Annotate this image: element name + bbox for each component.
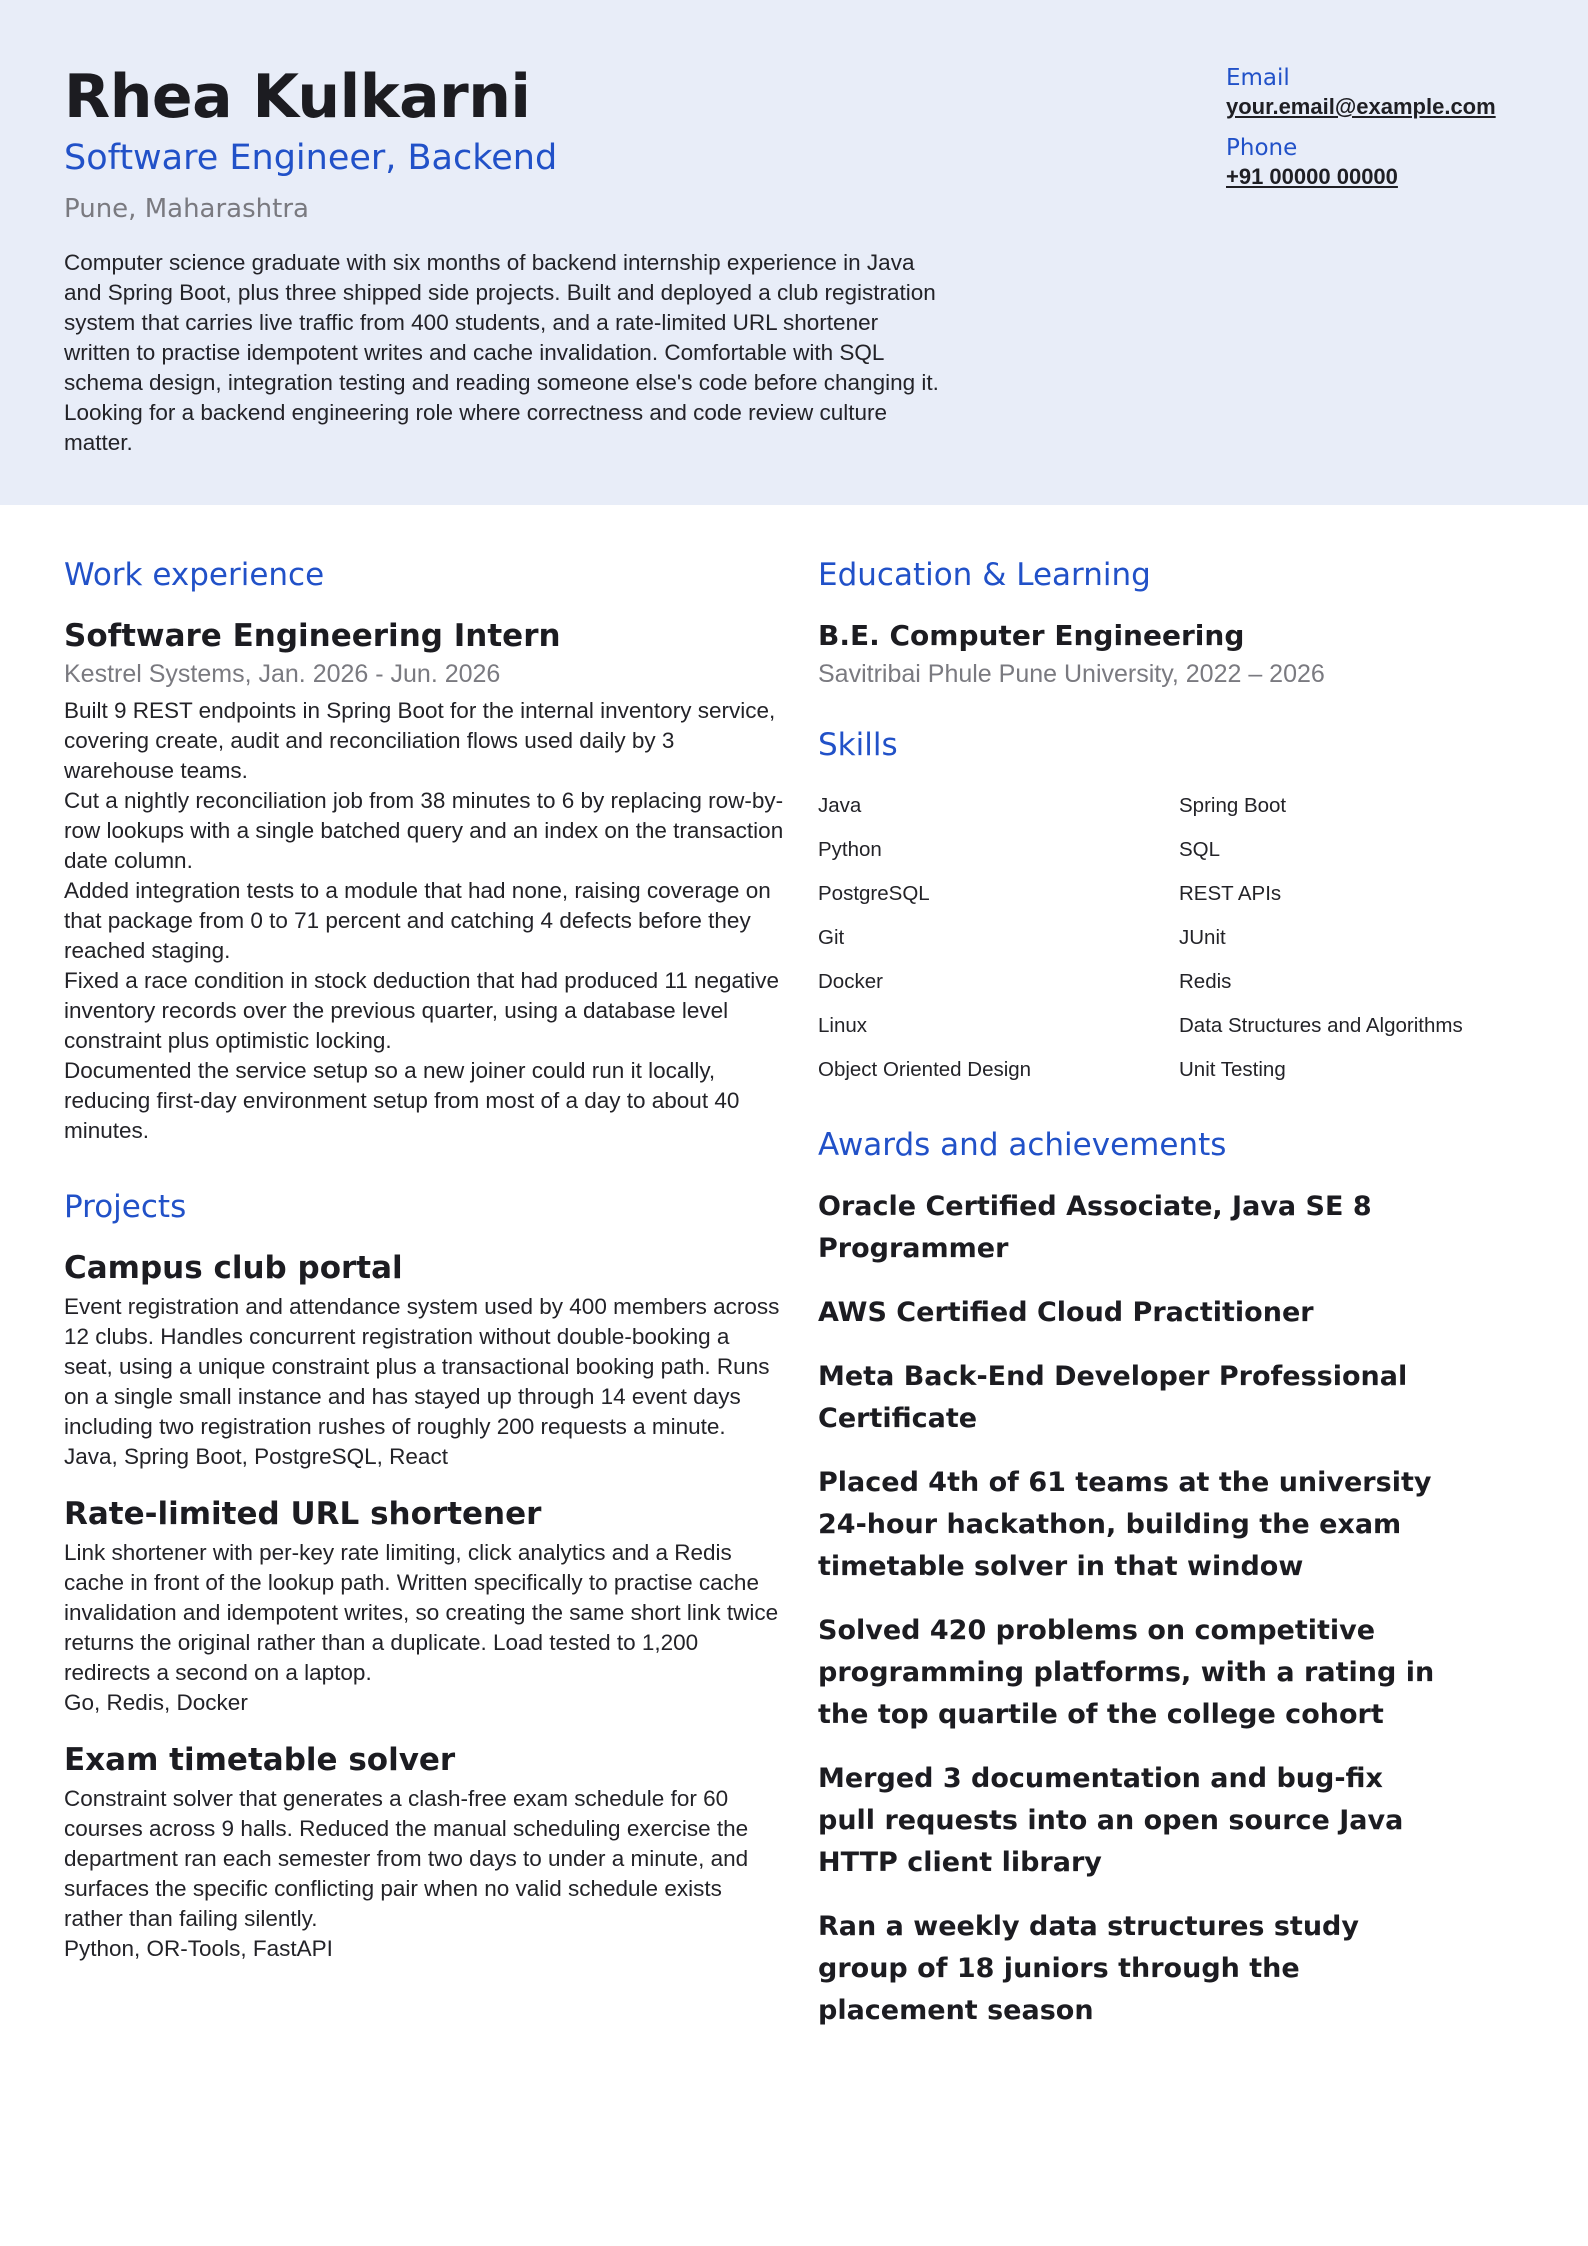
profile-summary: Computer science graduate with six months of backend internship experience in Java and Spring Boot, plus three shipped side projects. Built and deployed a club registration system that carries live traffic from 400 students, and a rate-limited URL shortener written to practise idempotent writes and cache invalidation. Comfortable with SQL schema design, integration testing and reading someone else's code before changing it. Looking for a backend engineering role where correctness and code review culture matter.	[64, 250, 939, 455]
project-entry	[64, 1248, 784, 1472]
project-title: Rate-limited URL shortener	[64, 1496, 542, 1532]
project-stack: Python, OR-Tools, FastAPI	[64, 1936, 333, 1961]
projects-section-title: Projects	[64, 1189, 187, 1225]
skill-item: Redis	[1179, 970, 1232, 993]
project-entry	[64, 1740, 784, 1964]
job-meta: Kestrel Systems, Jan. 2026 - Jun. 2026	[64, 660, 501, 688]
project-description: Link shortener with per-key rate limiting, click analytics and a Redis cache in front of the lookup path. Written specifically to practise cache invalidation and idempotent writes, so creating the same short link twice returns the original rather than a duplicate. Load tested to 1,200 redirects a second on a laptop.	[64, 1540, 779, 1685]
awards-section-title: Awards and achievements	[818, 1127, 1227, 1163]
project-description: Event registration and attendance system used by 400 members across 12 clubs. Handles concurrent registration without double-booking a seat, using a unique constraint plus a transactional booking path. Runs on a single small instance and has stayed up through 14 event days including two registration rushes of roughly 200 requests a minute.	[64, 1294, 780, 1439]
school: Savitribai Phule Pune University, 2022 – 2026	[818, 660, 1325, 688]
award-item: Solved 420 problems on competitive programming platforms, with a rating in the top quartile of the college cohort	[818, 1615, 1435, 1730]
email-link[interactable]: your.email@example.com	[1226, 94, 1496, 119]
phone-link[interactable]: +91 00000 00000	[1226, 164, 1398, 189]
project-entry	[64, 1494, 784, 1718]
project-stack: Go, Redis, Docker	[64, 1690, 248, 1715]
award-item: Placed 4th of 61 teams at the university 24-hour hackathon, building the exam timetable solver in that window	[818, 1467, 1432, 1582]
right-column	[818, 552, 1538, 2054]
contact-block	[1226, 64, 1566, 204]
education-entry	[818, 616, 1538, 692]
award-item: AWS Certified Cloud Practitioner	[818, 1297, 1314, 1328]
skill-item: Data Structures and Algorithms	[1179, 1014, 1463, 1037]
education-section-title: Education & Learning	[818, 557, 1151, 593]
job-bullets	[64, 696, 784, 1146]
project-description: Constraint solver that generates a clash-free exam schedule for 60 courses across 9 halls. Reduced the manual scheduling exercise the department ran each semester from two days to under a minute, and surfaces the specific conflicting pair when no valid schedule exists rather than failing silently.	[64, 1786, 749, 1931]
skill-item: Git	[818, 926, 845, 949]
skill-item: REST APIs	[1179, 882, 1282, 905]
skill-item: SQL	[1179, 838, 1221, 861]
skills-grid	[818, 784, 1538, 1092]
email-label: Email	[1226, 65, 1290, 91]
job-bullet: Added integration tests to a module that had none, raising coverage on that package from 0 to 71 percent and catching 4 defects before they reached staging.	[64, 878, 771, 963]
skill-item: Linux	[818, 1014, 868, 1037]
skill-item: Object Oriented Design	[818, 1058, 1032, 1081]
job-title: Software Engineering Intern	[64, 618, 561, 654]
job-bullet: Built 9 REST endpoints in Spring Boot for the internal inventory service, covering create, audit and reconciliation flows used daily by 3 warehouse teams.	[64, 698, 776, 783]
job-bullet: Documented the service setup so a new joiner could run it locally, reducing first-day environment setup from most of a day to about 40 minutes.	[64, 1058, 740, 1143]
work-section-title: Work experience	[64, 557, 325, 593]
candidate-role: Software Engineer, Backend	[64, 138, 558, 178]
skill-item: Java	[818, 794, 862, 817]
project-title: Exam timetable solver	[64, 1742, 456, 1778]
award-item: Ran a weekly data structures study group of 18 juniors through the placement season	[818, 1911, 1359, 2026]
project-title: Campus club portal	[64, 1250, 403, 1286]
award-item: Merged 3 documentation and bug-fix pull requests into an open source Java HTTP client library	[818, 1763, 1404, 1878]
phone-label: Phone	[1226, 135, 1298, 161]
candidate-location: Pune, Maharashtra	[64, 194, 309, 224]
job-bullet: Fixed a race condition in stock deduction that had produced 11 negative inventory records over the previous quarter, using a database level constraint plus optimistic locking.	[64, 968, 780, 1053]
skill-item: Unit Testing	[1179, 1058, 1286, 1081]
skill-item: Spring Boot	[1179, 794, 1287, 817]
skill-item: PostgreSQL	[818, 882, 930, 905]
resume-header	[0, 0, 1588, 505]
candidate-name: Rhea Kulkarni	[64, 62, 531, 132]
award-item: Meta Back-End Developer Professional Certificate	[818, 1361, 1408, 1434]
skill-item: Docker	[818, 970, 883, 993]
work-entry	[64, 616, 784, 1146]
degree: B.E. Computer Engineering	[818, 619, 1245, 652]
skill-item: JUnit	[1179, 926, 1226, 949]
skill-item: Python	[818, 838, 882, 861]
skills-section-title: Skills	[818, 727, 898, 763]
award-item: Oracle Certified Associate, Java SE 8 Programmer	[818, 1191, 1372, 1264]
left-column	[64, 552, 784, 1986]
job-bullet: Cut a nightly reconciliation job from 38 minutes to 6 by replacing row-by-row lookups with a single batched query and an index on the transaction date column.	[64, 788, 784, 873]
project-stack: Java, Spring Boot, PostgreSQL, React	[64, 1444, 448, 1469]
